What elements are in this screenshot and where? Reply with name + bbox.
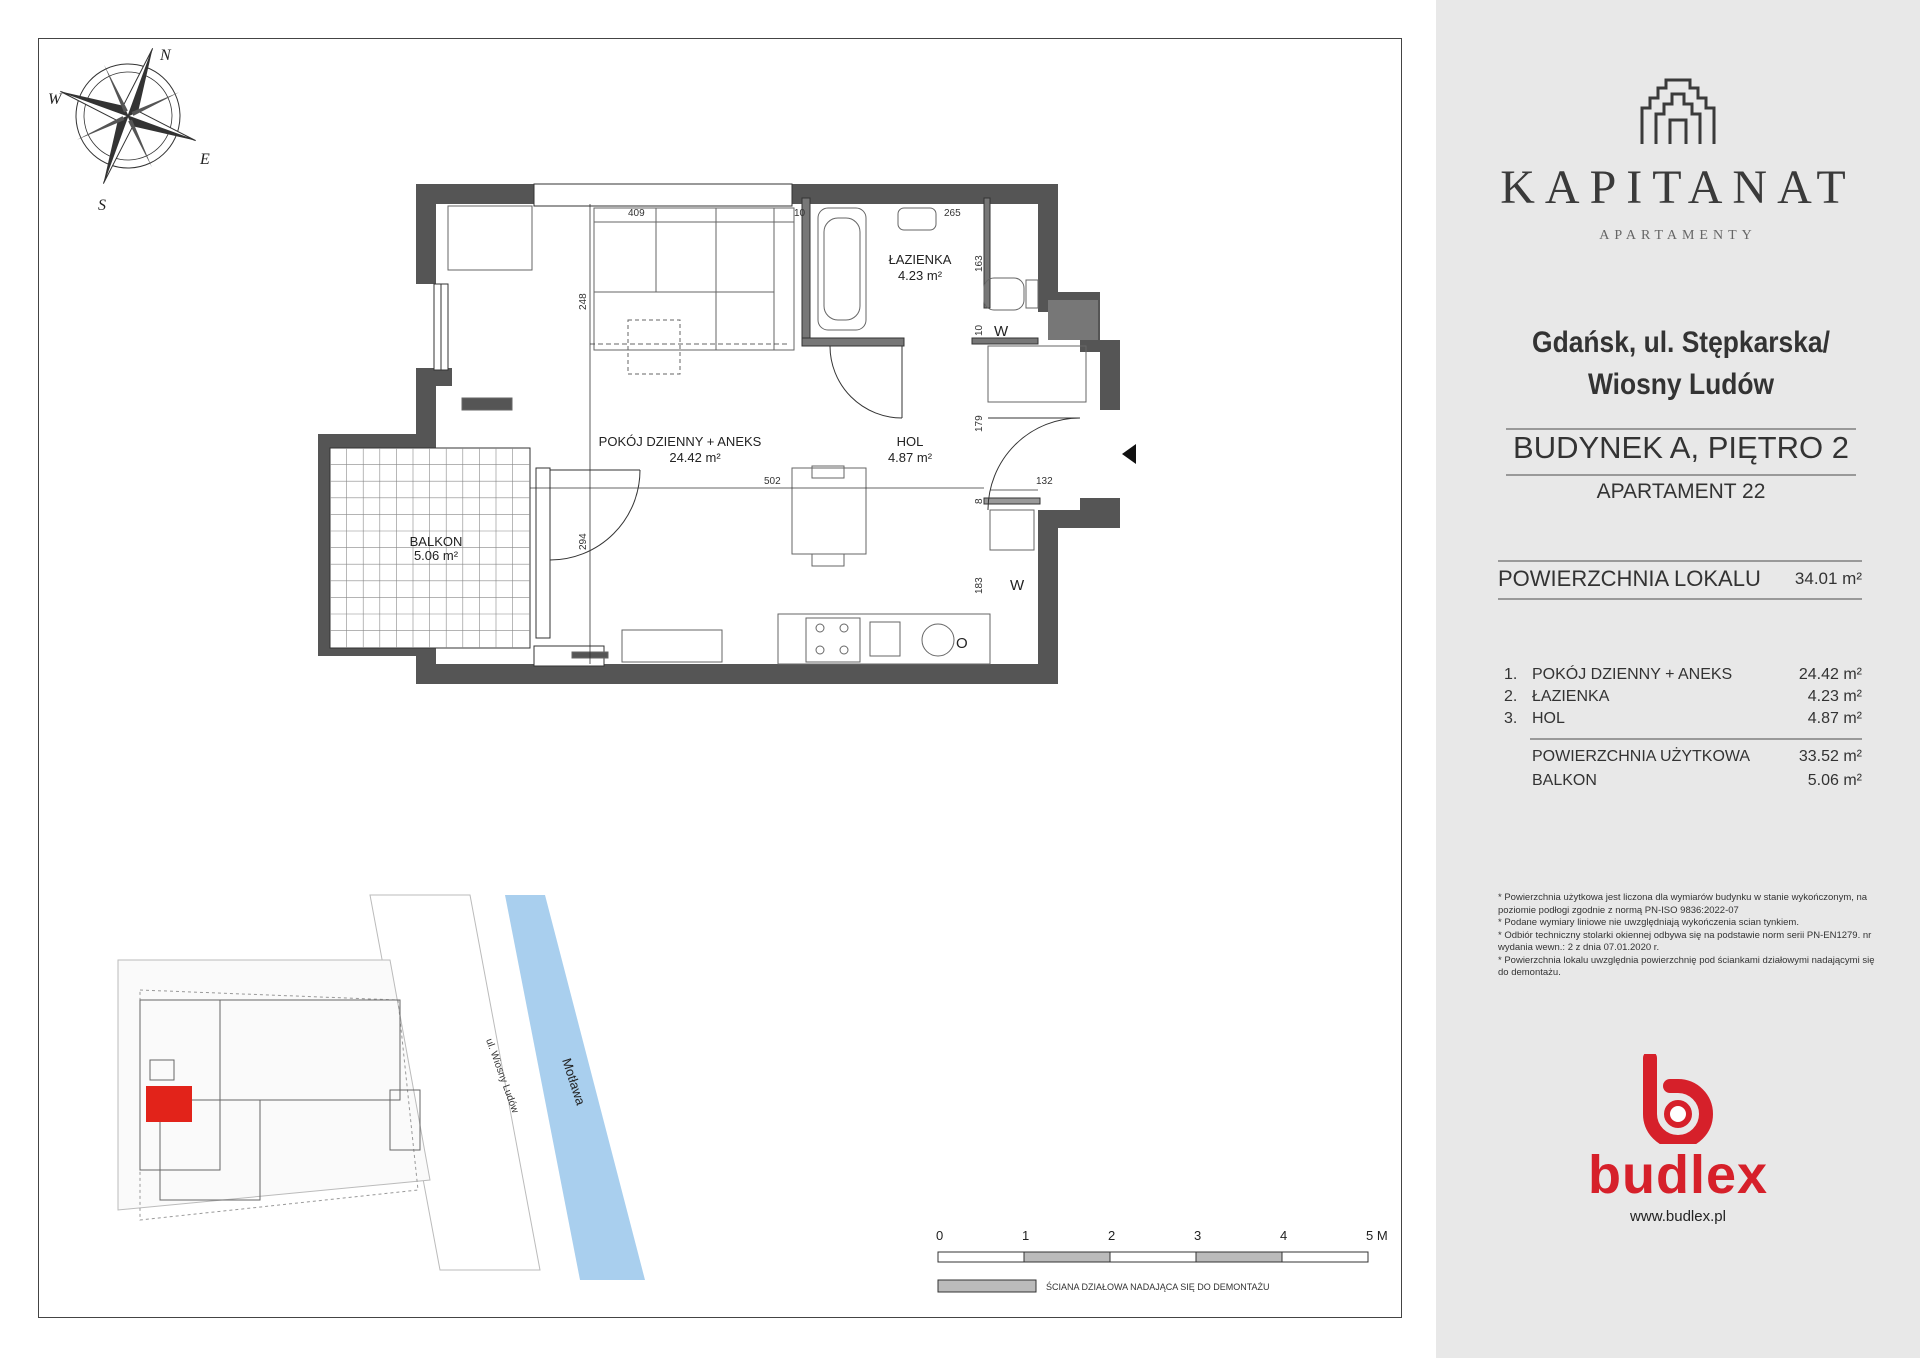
balcony-value: 5.06 m²: [1807, 772, 1862, 789]
apartment-highlight: [146, 1086, 192, 1122]
usable-area-label: POWIERZCHNIA UŻYTKOWA: [1532, 748, 1751, 765]
room-balcony-name: BALKON: [409, 534, 463, 549]
footnote: * Odbiór techniczny stolarki okiennej odbywa się na podstawie norm serii PN-EN1279. nr wydania wewn.: 2 z dnia 07.01.2020 r.: [1498, 929, 1872, 953]
room-list-name: HOL: [1532, 710, 1565, 727]
dimension-409: 409: [628, 208, 645, 219]
room-list-num: 1.: [1504, 666, 1518, 683]
room-list-area: 24.42 m²: [1798, 666, 1862, 683]
ventilation-mark-top: W: [994, 323, 1009, 340]
brand-wordmark: budlex: [1587, 1145, 1769, 1205]
scale-tick-0: 0: [936, 1228, 944, 1243]
compass-e: E: [200, 151, 210, 168]
apartment-number: APARTAMENT 22: [1596, 480, 1766, 503]
divider: [1498, 560, 1862, 562]
room-list-area: 4.23 m²: [1807, 688, 1862, 705]
total-area-value: 34.01 m²: [1794, 569, 1862, 588]
footnote: * Powierzchnia użytkowa jest liczona dla wymiarów budynku w stanie wykończonym, na poziomie podłogi zgodnie z normą PN-ISO 9836:2022-07: [1498, 892, 1868, 916]
room-living-area: 24.42 m²: [669, 450, 721, 465]
dimension-10a: 10: [794, 208, 806, 219]
compass-s: S: [98, 197, 106, 214]
room-bathroom-name: ŁAZIENKA: [888, 252, 952, 267]
divider: [1506, 474, 1856, 476]
room-bathroom-area: 4.23 m²: [897, 268, 943, 283]
room-hall-area: 4.87 m²: [887, 450, 933, 465]
room-list-name: POKÓJ DZIENNY + ANEKS: [1532, 666, 1733, 683]
usable-area-value: 33.52 m²: [1798, 748, 1862, 765]
dimension-8: 8: [974, 498, 985, 504]
site-plan: [118, 895, 645, 1280]
dimension-265: 265: [944, 208, 961, 219]
location-title: Gdańsk, ul. Stępkarska/ Wiosny Ludów: [1532, 326, 1830, 401]
room-list-num: 3.: [1504, 710, 1518, 727]
removable-wall-swatch: [938, 1280, 1036, 1292]
website-url: www.budlex.pl: [1630, 1208, 1726, 1225]
ventilation-mark-bottom: W: [1010, 577, 1025, 594]
dimension-294: 294: [578, 533, 589, 550]
compass-n: N: [160, 47, 171, 64]
scale-legend: ŚCIANA DZIAŁOWA NADAJĄCA SIĘ DO DEMONTAŻU: [1046, 1282, 1270, 1292]
balcony-label: BALKON: [1532, 772, 1597, 789]
divider: [1498, 598, 1862, 600]
logo-wordmark: KAPITANAT: [1500, 161, 1856, 214]
building-floor: BUDYNEK A, PIĘTRO 2: [1513, 430, 1849, 465]
room-hall-name: HOL: [896, 434, 924, 449]
room-balcony-area: 5.06 m²: [413, 548, 459, 563]
scale-tick-5: 5 M: [1366, 1228, 1388, 1243]
street-label: ul. Wiosny Ludów: [483, 1037, 521, 1115]
entrance-arrow-icon: [1122, 444, 1136, 464]
room-list-area: 4.87 m²: [1807, 710, 1862, 727]
divider: [1530, 738, 1862, 740]
dimension-248: 248: [578, 293, 589, 310]
dimension-183: 183: [974, 577, 985, 594]
room-list-name: ŁAZIENKA: [1532, 688, 1610, 705]
river-label: Motława: [559, 1056, 589, 1107]
dimension-502: 502: [764, 476, 781, 487]
compass-rose-icon: [36, 24, 221, 209]
footnotes: [1498, 892, 1878, 980]
scale-tick-4: 4: [1280, 1228, 1288, 1243]
dimension-179: 179: [974, 415, 985, 432]
budlex-logo-icon: [1640, 1054, 1716, 1144]
info-sidebar: [1436, 0, 1920, 1358]
dimension-10b: 10: [974, 324, 985, 336]
o-mark: O: [956, 635, 968, 652]
room-living-name: POKÓJ DZIENNY + ANEKS: [598, 434, 762, 449]
compass-w: W: [48, 91, 62, 108]
shaft-top: [1048, 300, 1098, 340]
footnote: * Powierzchnia lokalu uwzględnia powierzchnię pod ściankami działowymi nadającymi się do demontażu.: [1498, 954, 1875, 978]
dimension-132: 132: [1036, 476, 1053, 487]
total-area-label: POWIERZCHNIA LOKALU: [1498, 566, 1761, 591]
room-list-num: 2.: [1504, 688, 1518, 705]
kapitanat-logo-icon: [1634, 78, 1722, 148]
scale-tick-1: 1: [1022, 1228, 1030, 1243]
footnote: * Podane wymiary liniowe nie uwzględniają wykończenia scian tynkiem.: [1498, 917, 1799, 928]
dimension-163: 163: [974, 255, 985, 272]
scale-tick-3: 3: [1194, 1228, 1202, 1243]
scale-tick-2: 2: [1108, 1228, 1116, 1243]
logo-subtitle: APARTAMENTY: [1599, 228, 1757, 243]
